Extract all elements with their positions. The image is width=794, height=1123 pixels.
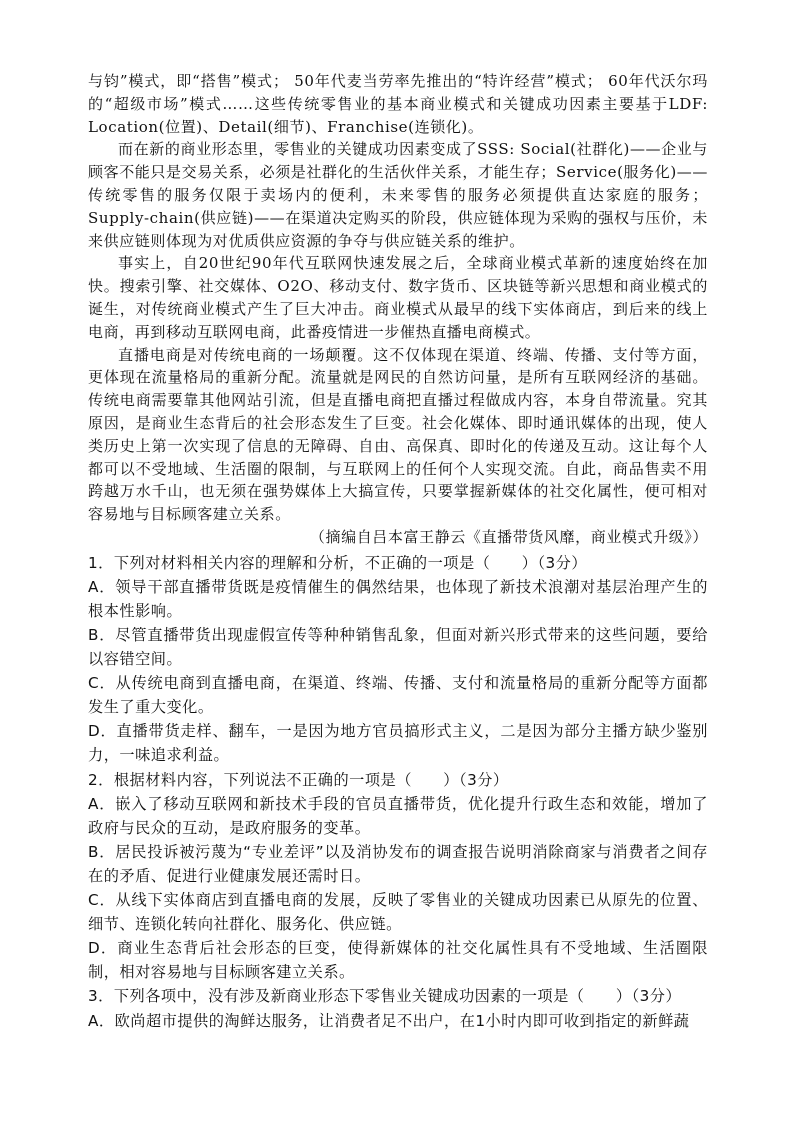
question-stem: 2．根据材料内容，下列说法不正确的一项是（ ）（3分） bbox=[88, 770, 509, 789]
passage-paragraph: 事实上，自20世纪90年代互联网快速发展之后，全球商业模式革新的速度始终在加快。搜索引擎、社交媒体、O2O、移动支付、数字货币、区块链等新兴思想和商业模式的诞生，对传统商业模式产生了巨大冲击。商业模式从最早的线下实体商店，到后来的线上电商，再到移动互联网电商，此番疫情进一步催热直播电商模式。 bbox=[88, 254, 708, 341]
question-option: B．居民投诉被污蔑为“专业差评”以及消协发布的调查报告说明消除商家与消费者之间存在的矛盾、促进行业健康发展还需时日。 bbox=[88, 842, 708, 885]
question-option: C．从线下实体商店到直播电商的发展，反映了零售业的关键成功因素已从原先的位置、细节、连锁化转向社群化、服务化、供应链。 bbox=[88, 891, 708, 934]
question-list bbox=[88, 551, 708, 1033]
passage-paragraph: 而在新的商业形态里，零售业的关键成功因素变成了SSS: Social(社群化)——企业与顾客不能只是交易关系，必须是社群化的生活伙伴关系，才能生存；Service(服务化)——传统零售的服务仅限于卖场内的便利，未来零售的服务必须提供直达家庭的服务；Supply-chain(供应链)——在渠道决定购买的阶段，供应链体现为采购的强权与压价，未来供应链则体现为对优质供应资源的争夺与供应链关系的维护。 bbox=[88, 140, 708, 250]
question-option: D．商业生态背后社会形态的巨变，使得新媒体的社交化属性具有不受地域、生活圈限制，相对容易地与目标顾客建立关系。 bbox=[88, 939, 708, 982]
passage-source: （摘编自吕本富王静云《直播带货风靡，商业模式升级》） bbox=[309, 527, 708, 546]
question bbox=[88, 768, 708, 985]
question bbox=[88, 984, 708, 1032]
question-stem: 1．下列对材料相关内容的理解和分析，不正确的一项是（ ）（3分） bbox=[88, 553, 588, 572]
passage-paragraph: 直播电商是对传统电商的一场颠覆。这不仅体现在渠道、终端、传播、支付等方面，更体现在流量格局的重新分配。流量就是网民的自然访问量，是所有互联网经济的基础。传统电商需要靠其他网站引流，但是直播电商把直播过程做成内容，本身自带流量。究其原因，是商业生态背后的社会形态发生了巨变。社会化媒体、即时通讯媒体的出现，使人类历史上第一次实现了信息的无障碍、自由、高保真、即时化的传递及互动。这让每个人都可以不受地域、生活圈的限制，与互联网上的任何个人实现交流。自此，商品售卖不用跨越万水千山，也无须在强势媒体上大搞宣传，只要掌握新媒体的社交化属性，便可相对容易地与目标顾客建立关系。 bbox=[88, 345, 708, 524]
question bbox=[88, 551, 708, 768]
question-stem: 3．下列各项中，没有涉及新商业形态下零售业关键成功因素的一项是（ ）（3分） bbox=[88, 987, 682, 1006]
question-option: A．领导干部直播带货既是疫情催生的偶然结果，也体现了新技术浪潮对基层治理产生的根本性影响。 bbox=[88, 577, 708, 620]
question-option: D．直播带货走样、翻车，一是因为地方官员搞形式主义，二是因为部分主播方缺少鉴别力，一味追求利益。 bbox=[88, 722, 708, 765]
question-option: A．嵌入了移动互联网和新技术手段的官员直播带货，优化提升行政生态和效能，增加了政府与民众的互动，是政府服务的变革。 bbox=[88, 794, 708, 837]
question-option: C．从传统电商到直播电商，在渠道、终端、传播、支付和流量格局的重新分配等方面都发生了重大变化。 bbox=[88, 674, 708, 717]
passage-paragraph: 与钧”模式，即“搭售”模式； 50年代麦当劳率先推出的“特许经营”模式； 60年代沃尔玛的“超级市场”模式……这些传统零售业的基本商业模式和关键成功因素主要基于LDF: Location(位置)、Detail(细节)、Franchise(连锁化)。 bbox=[88, 72, 708, 136]
reading-passage bbox=[88, 70, 708, 549]
question-option: A．欧尚超市提供的淘鲜达服务，让消费者足不出户，在1小时内即可收到指定的新鲜蔬 bbox=[88, 1011, 690, 1030]
question-option: B．尽管直播带货出现虚假宣传等种种销售乱象，但面对新兴形式带来的这些问题，要给以容错空间。 bbox=[88, 626, 708, 669]
